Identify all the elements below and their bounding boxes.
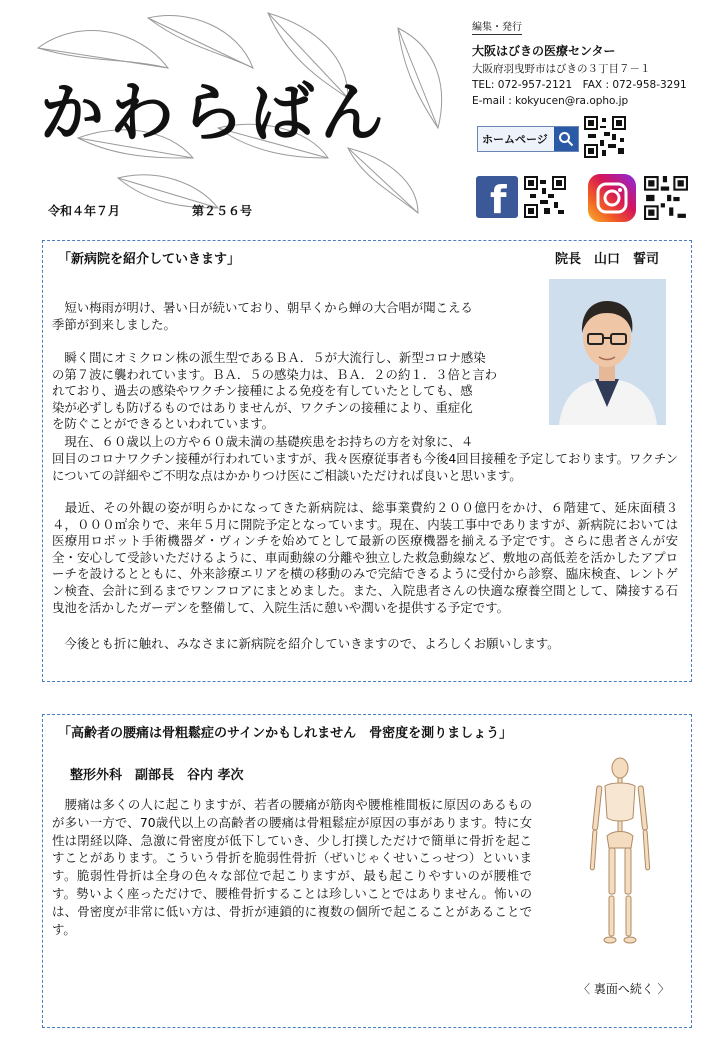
- article1-p2d: 染が必ずしも防げるものではありませんが、ワクチンの接種により、重症化: [52, 399, 473, 415]
- facebook-icon[interactable]: f: [476, 176, 518, 218]
- article1-paragraph2: [52, 350, 536, 433]
- issue-date: 令和４年７月: [48, 204, 121, 218]
- article1-paragraph1: [52, 300, 536, 333]
- article2-title: 「高齢者の腰痛は骨粗鬆症のサインかもしれません 骨密度を測りましょう」: [58, 726, 513, 741]
- publisher-name: 大阪はびきの医療センター: [472, 44, 616, 58]
- article1-p2a: 瞬く間にオミクロン株の派生型であるＢＡ．５が大流行し、新型コロナ感染: [52, 350, 486, 365]
- article1-p3b: 回目のコロナワクチン接種が行われていますが、我々医療従事者も今後4回目接種を予定しております。ワクチンについての詳細やご不明な点はかかりつけ医にご相談いただければ良いと思います。: [52, 451, 678, 483]
- homepage-qr-code[interactable]: [584, 116, 626, 158]
- article1-paragraph5: 今後とも折に触れ、みなさまに新病院を紹介していきますので、よろしくお願いします。: [52, 636, 560, 651]
- article1-p3a: 現在、６０歳以上の方や６０歳未満の基礎疾患をお持ちの方を対象に、４: [52, 434, 474, 449]
- issue-number: 第２５６号: [192, 204, 253, 218]
- article2-body: 腰痛は多くの人に起こりますが、若者の腰痛が筋肉や腰椎椎間板に原因のあるものが多い一方で、70歳代以上の高齢者の腰痛は骨粗鬆症が原因の事があります。特に女性は閉経以降、急激に骨密度が低下していき、少し打撲しただけで簡単に骨折を起こすことがあります。こういう骨折を脆弱性骨折（ぜいじゃくせいこっせつ）といいます。脆弱性骨折は全身の色々な部位で起こりますが、最も起こりやすいのが腰椎です。勢いよく座っただけで、腰椎骨折することは珍しいことではありません。怖いのは、骨密度が非常に低い方は、骨折が連鎖的に複数の個所で起こることがあることです。: [52, 797, 532, 937]
- article1-p1b: 季節が到来しました。: [52, 316, 176, 332]
- article1-p2c: れており、過去の感染やワクチン接種による免疫を有していたとしても、感: [52, 383, 473, 399]
- article1-p2b: の第７波に襲われています。ＢＡ．５の感染力は、ＢＡ．２の約１．３倍と言わ: [52, 366, 498, 382]
- article1-author: 院長 山口 誓司: [555, 252, 660, 267]
- article2-author: 整形外科 副部長 谷内 孝次: [70, 768, 244, 783]
- article1-p1a: 短い梅雨が明け、暑い日が続いており、朝早くから蝉の大合唱が聞こえる: [52, 300, 473, 315]
- article1-paragraph4: 最近、その外観の姿が明らかになってきた新病院は、総事業費約２００億円をかけ、６階建て、延床面積３４，０００㎡余りで、来年５月に開院予定となっています。現在、内装工事中でありますが、新病院においては医療用ロボット手術機器ダ・ヴィンチを始めてとして最新の医療機器を揃える予定です。さらに患者さんが安全・安心して受診いただけるように、車両動線の分離や独立した救急動線など、敷地の高低差を活かしたアプローチを設けるとともに、外来診療エリアを横の移動のみで完結できるように受付から診察、臨床検査、レントゲン検査、会計に到るまでワンフロアにまとめました。また、入院患者さんの快適な療養空間として、隣接する石曳池を活かしたガーデンを整備して、入院生活に憩いや潤いを提供する予定です。: [52, 500, 678, 615]
- publisher-label: 編集・発行: [472, 18, 522, 35]
- director-photo: [549, 279, 666, 425]
- homepage-button[interactable]: [477, 126, 579, 152]
- publisher-email[interactable]: E-mail : kokyucen@ra.opho.jp: [472, 95, 629, 107]
- homepage-label: ホームページ: [482, 133, 548, 146]
- instagram-icon[interactable]: [588, 174, 636, 222]
- publisher-tel-fax: TEL: 072-957-2121 FAX : 072-958-3291: [472, 79, 687, 91]
- article1-title: 「新病院を紹介していきます」: [58, 252, 241, 267]
- search-icon: [554, 127, 578, 151]
- publisher-address: 大阪府羽曳野市はびきの３丁目７－１: [472, 63, 651, 75]
- skeleton-illustration: [585, 756, 655, 944]
- newsletter-title: かわらばん: [40, 77, 390, 151]
- instagram-qr-code[interactable]: [644, 176, 688, 220]
- article1-p2e: を防ぐことができるといわれています。: [52, 416, 275, 432]
- facebook-qr-code[interactable]: [524, 176, 566, 218]
- continued-note: 〈 裏面へ続く 〉: [578, 982, 670, 996]
